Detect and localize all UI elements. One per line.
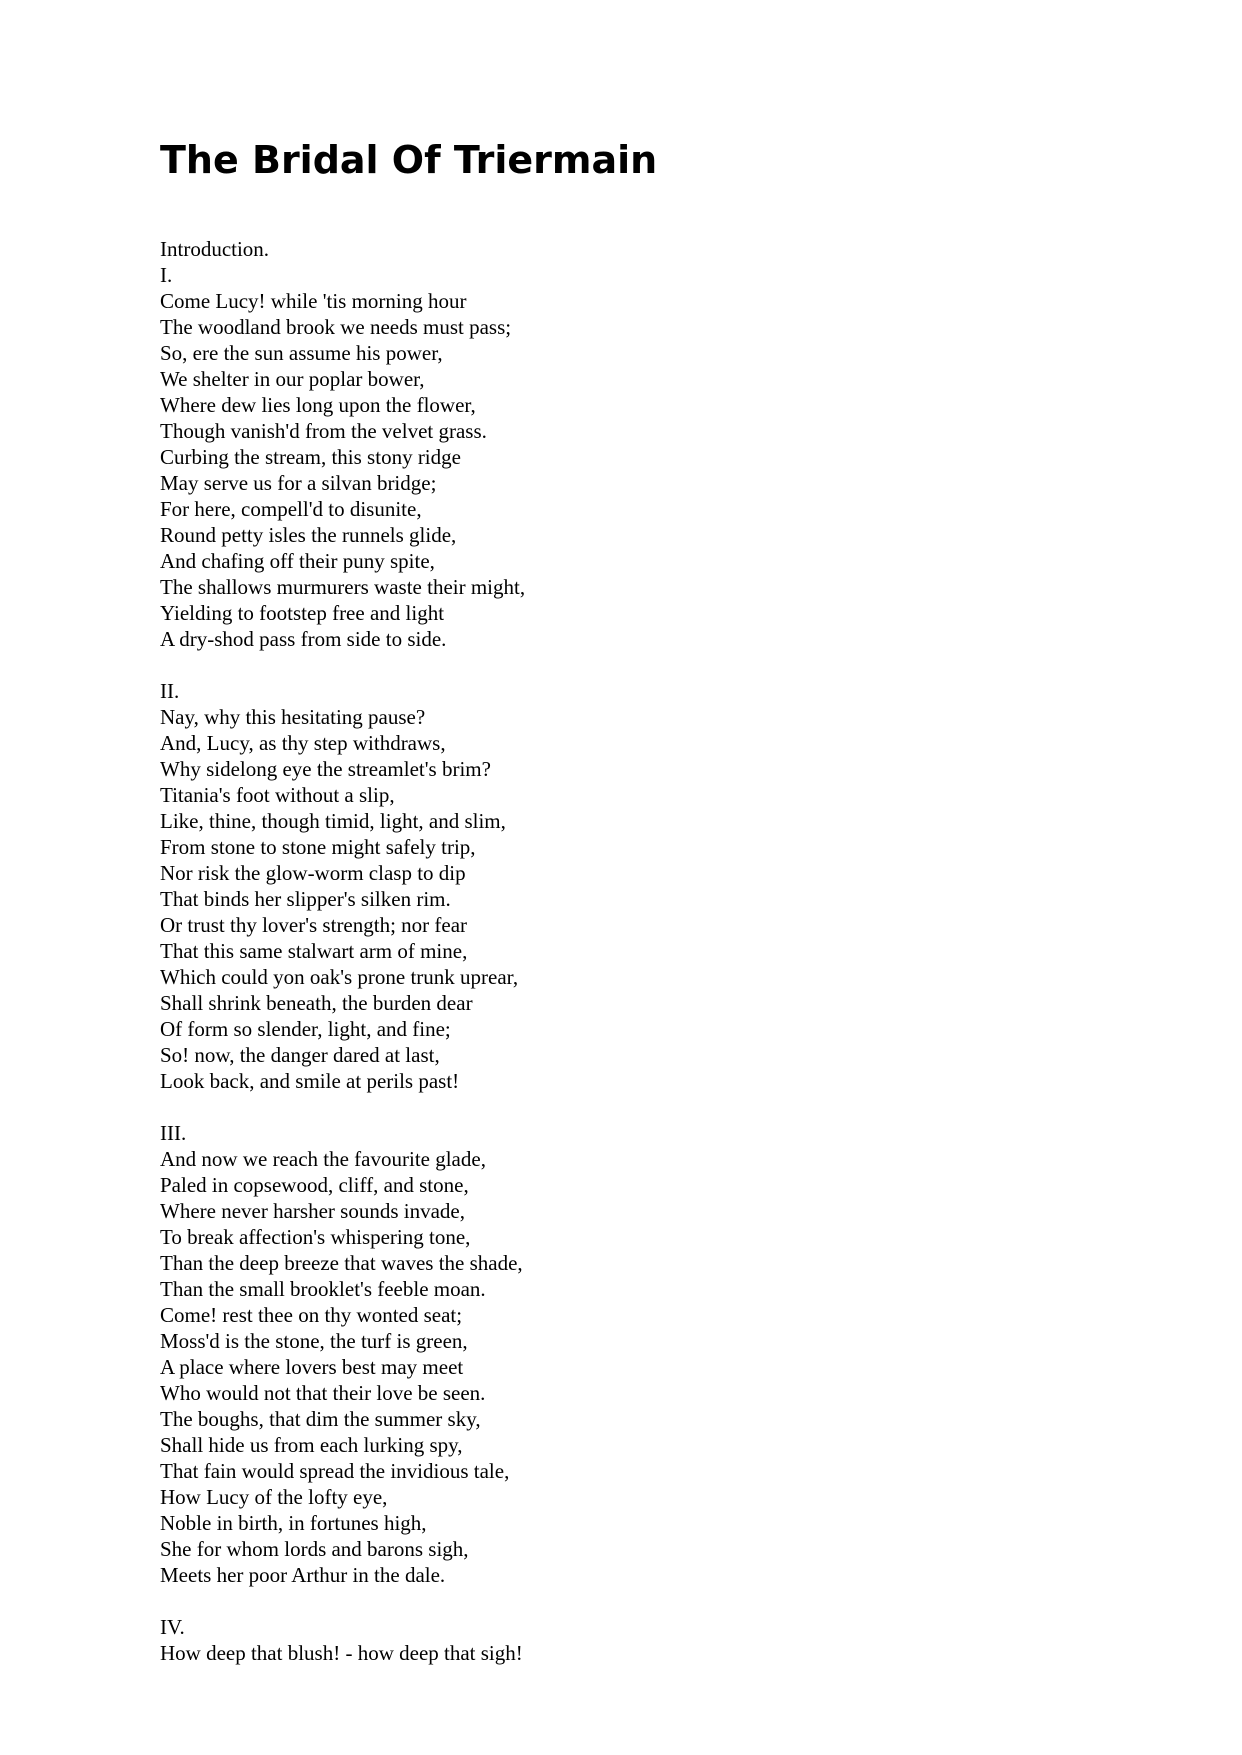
poem-line: To break affection's whispering tone, xyxy=(160,1225,471,1249)
poem-line: Come! rest thee on thy wonted seat; xyxy=(160,1303,463,1327)
poem-line: Nay, why this hesitating pause? xyxy=(160,705,426,729)
poem-line: Where never harsher sounds invade, xyxy=(160,1199,465,1223)
poem-line: The woodland brook we needs must pass; xyxy=(160,315,512,339)
poem-line: Like, thine, though timid, light, and slim, xyxy=(160,809,506,833)
poem-line: So, ere the sun assume his power, xyxy=(160,341,443,365)
poem-line: And now we reach the favourite glade, xyxy=(160,1147,486,1171)
poem-line: Than the deep breeze that waves the shade, xyxy=(160,1251,523,1275)
poem-line: Meets her poor Arthur in the dale. xyxy=(160,1563,446,1587)
poem-line: For here, compell'd to disunite, xyxy=(160,497,422,521)
poem-line: The boughs, that dim the summer sky, xyxy=(160,1407,481,1431)
poem-line: Noble in birth, in fortunes high, xyxy=(160,1511,427,1535)
stanza-number: III. xyxy=(160,1121,187,1145)
poem-line: Look back, and smile at perils past! xyxy=(160,1069,460,1093)
poem-line: Titania's foot without a slip, xyxy=(160,783,395,807)
stanza-number: I. xyxy=(160,263,173,287)
poem-line: Why sidelong eye the streamlet's brim? xyxy=(160,757,491,781)
poem-line: That this same stalwart arm of mine, xyxy=(160,939,468,963)
poem-line: Come Lucy! while 'tis morning hour xyxy=(160,289,467,313)
stanza-number: II. xyxy=(160,679,180,703)
poem-line: Though vanish'd from the velvet grass. xyxy=(160,419,487,443)
poem-line: Yielding to footstep free and light xyxy=(160,601,445,625)
poem-line: How deep that blush! - how deep that sigh! xyxy=(160,1641,523,1665)
poem-line: Than the small brooklet's feeble moan. xyxy=(160,1277,486,1301)
introduction-heading: Introduction. xyxy=(160,237,270,261)
poem-line: From stone to stone might safely trip, xyxy=(160,835,476,859)
poem-line: A dry-shod pass from side to side. xyxy=(160,627,447,651)
poem-line: We shelter in our poplar bower, xyxy=(160,367,425,391)
stanza-gap xyxy=(160,1588,1060,1614)
stanza-gap xyxy=(160,1094,1060,1120)
poem-line: A place where lovers best may meet xyxy=(160,1355,464,1379)
poem-body xyxy=(160,236,1060,1666)
poem-line: And chafing off their puny spite, xyxy=(160,549,435,573)
poem-line: Shall shrink beneath, the burden dear xyxy=(160,991,473,1015)
poem-line: She for whom lords and barons sigh, xyxy=(160,1537,469,1561)
poem-line: Shall hide us from each lurking spy, xyxy=(160,1433,463,1457)
poem-line: And, Lucy, as thy step withdraws, xyxy=(160,731,446,755)
document-title: The Bridal Of Triermain xyxy=(160,138,658,182)
poem-line: Of form so slender, light, and fine; xyxy=(160,1017,451,1041)
poem-line: Nor risk the glow-worm clasp to dip xyxy=(160,861,466,885)
poem-line: Where dew lies long upon the flower, xyxy=(160,393,476,417)
poem-line: Round petty isles the runnels glide, xyxy=(160,523,457,547)
poem-line: Paled in copsewood, cliff, and stone, xyxy=(160,1173,469,1197)
poem-line: That fain would spread the invidious tale, xyxy=(160,1459,510,1483)
poem-line: How Lucy of the lofty eye, xyxy=(160,1485,388,1509)
poem-line: That binds her slipper's silken rim. xyxy=(160,887,451,911)
poem-line: Or trust thy lover's strength; nor fear xyxy=(160,913,468,937)
poem-line: Curbing the stream, this stony ridge xyxy=(160,445,461,469)
poem-line: Which could yon oak's prone trunk uprear, xyxy=(160,965,519,989)
poem-line: So! now, the danger dared at last, xyxy=(160,1043,440,1067)
stanza-gap xyxy=(160,652,1060,678)
poem-line: The shallows murmurers waste their might, xyxy=(160,575,526,599)
poem-line: Moss'd is the stone, the turf is green, xyxy=(160,1329,468,1353)
stanza-number: IV. xyxy=(160,1615,185,1639)
poem-line: Who would not that their love be seen. xyxy=(160,1381,486,1405)
poem-line: May serve us for a silvan bridge; xyxy=(160,471,437,495)
